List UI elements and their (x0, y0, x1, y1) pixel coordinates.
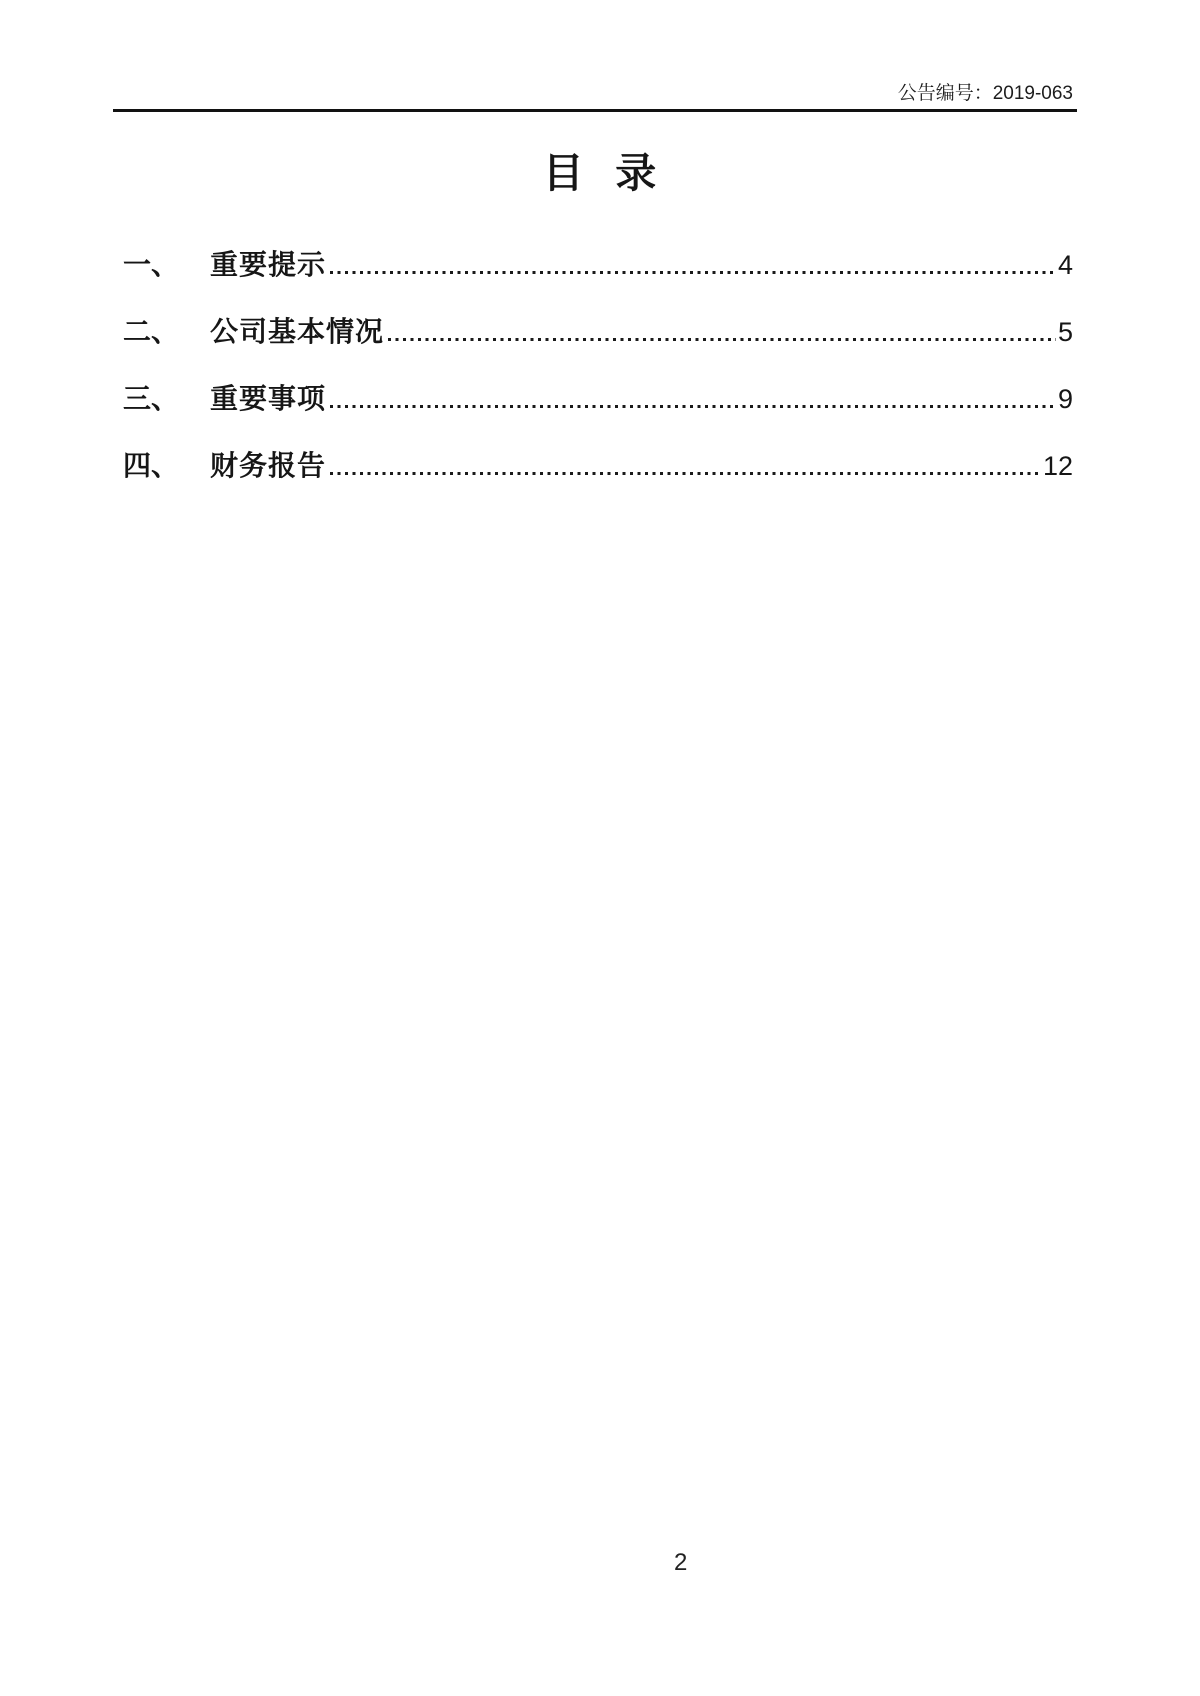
toc-entry-number: 一、 (123, 249, 180, 280)
toc-entry-label: 重要事项 (210, 383, 327, 414)
toc-entry-page: 4 (1057, 250, 1073, 280)
toc-entry-page: 5 (1057, 317, 1073, 347)
announcement-number: 公告编号：2019-063 (897, 83, 1073, 104)
footer-page-number: 2 (674, 1549, 688, 1576)
toc-title: 目 录 (542, 150, 658, 196)
toc-list (123, 231, 1073, 499)
toc-entry-page: 9 (1057, 384, 1073, 414)
toc-entry-label: 公司基本情况 (210, 316, 385, 347)
dot-leader (330, 271, 1056, 274)
dot-leader (330, 405, 1056, 408)
toc-entry-number: 二、 (123, 316, 180, 347)
dot-leader (330, 472, 1041, 475)
toc-entry-label: 财务报告 (210, 450, 327, 481)
toc-entry (123, 365, 1073, 432)
toc-entry (123, 298, 1073, 365)
toc-entry-number: 三、 (123, 383, 180, 414)
toc-entry-number: 四、 (123, 450, 180, 481)
dot-leader (388, 338, 1056, 341)
header-rule (113, 109, 1077, 112)
toc-entry (123, 231, 1073, 298)
toc-entry (123, 432, 1073, 499)
toc-entry-page: 12 (1042, 451, 1073, 481)
toc-entry-label: 重要提示 (210, 249, 327, 280)
